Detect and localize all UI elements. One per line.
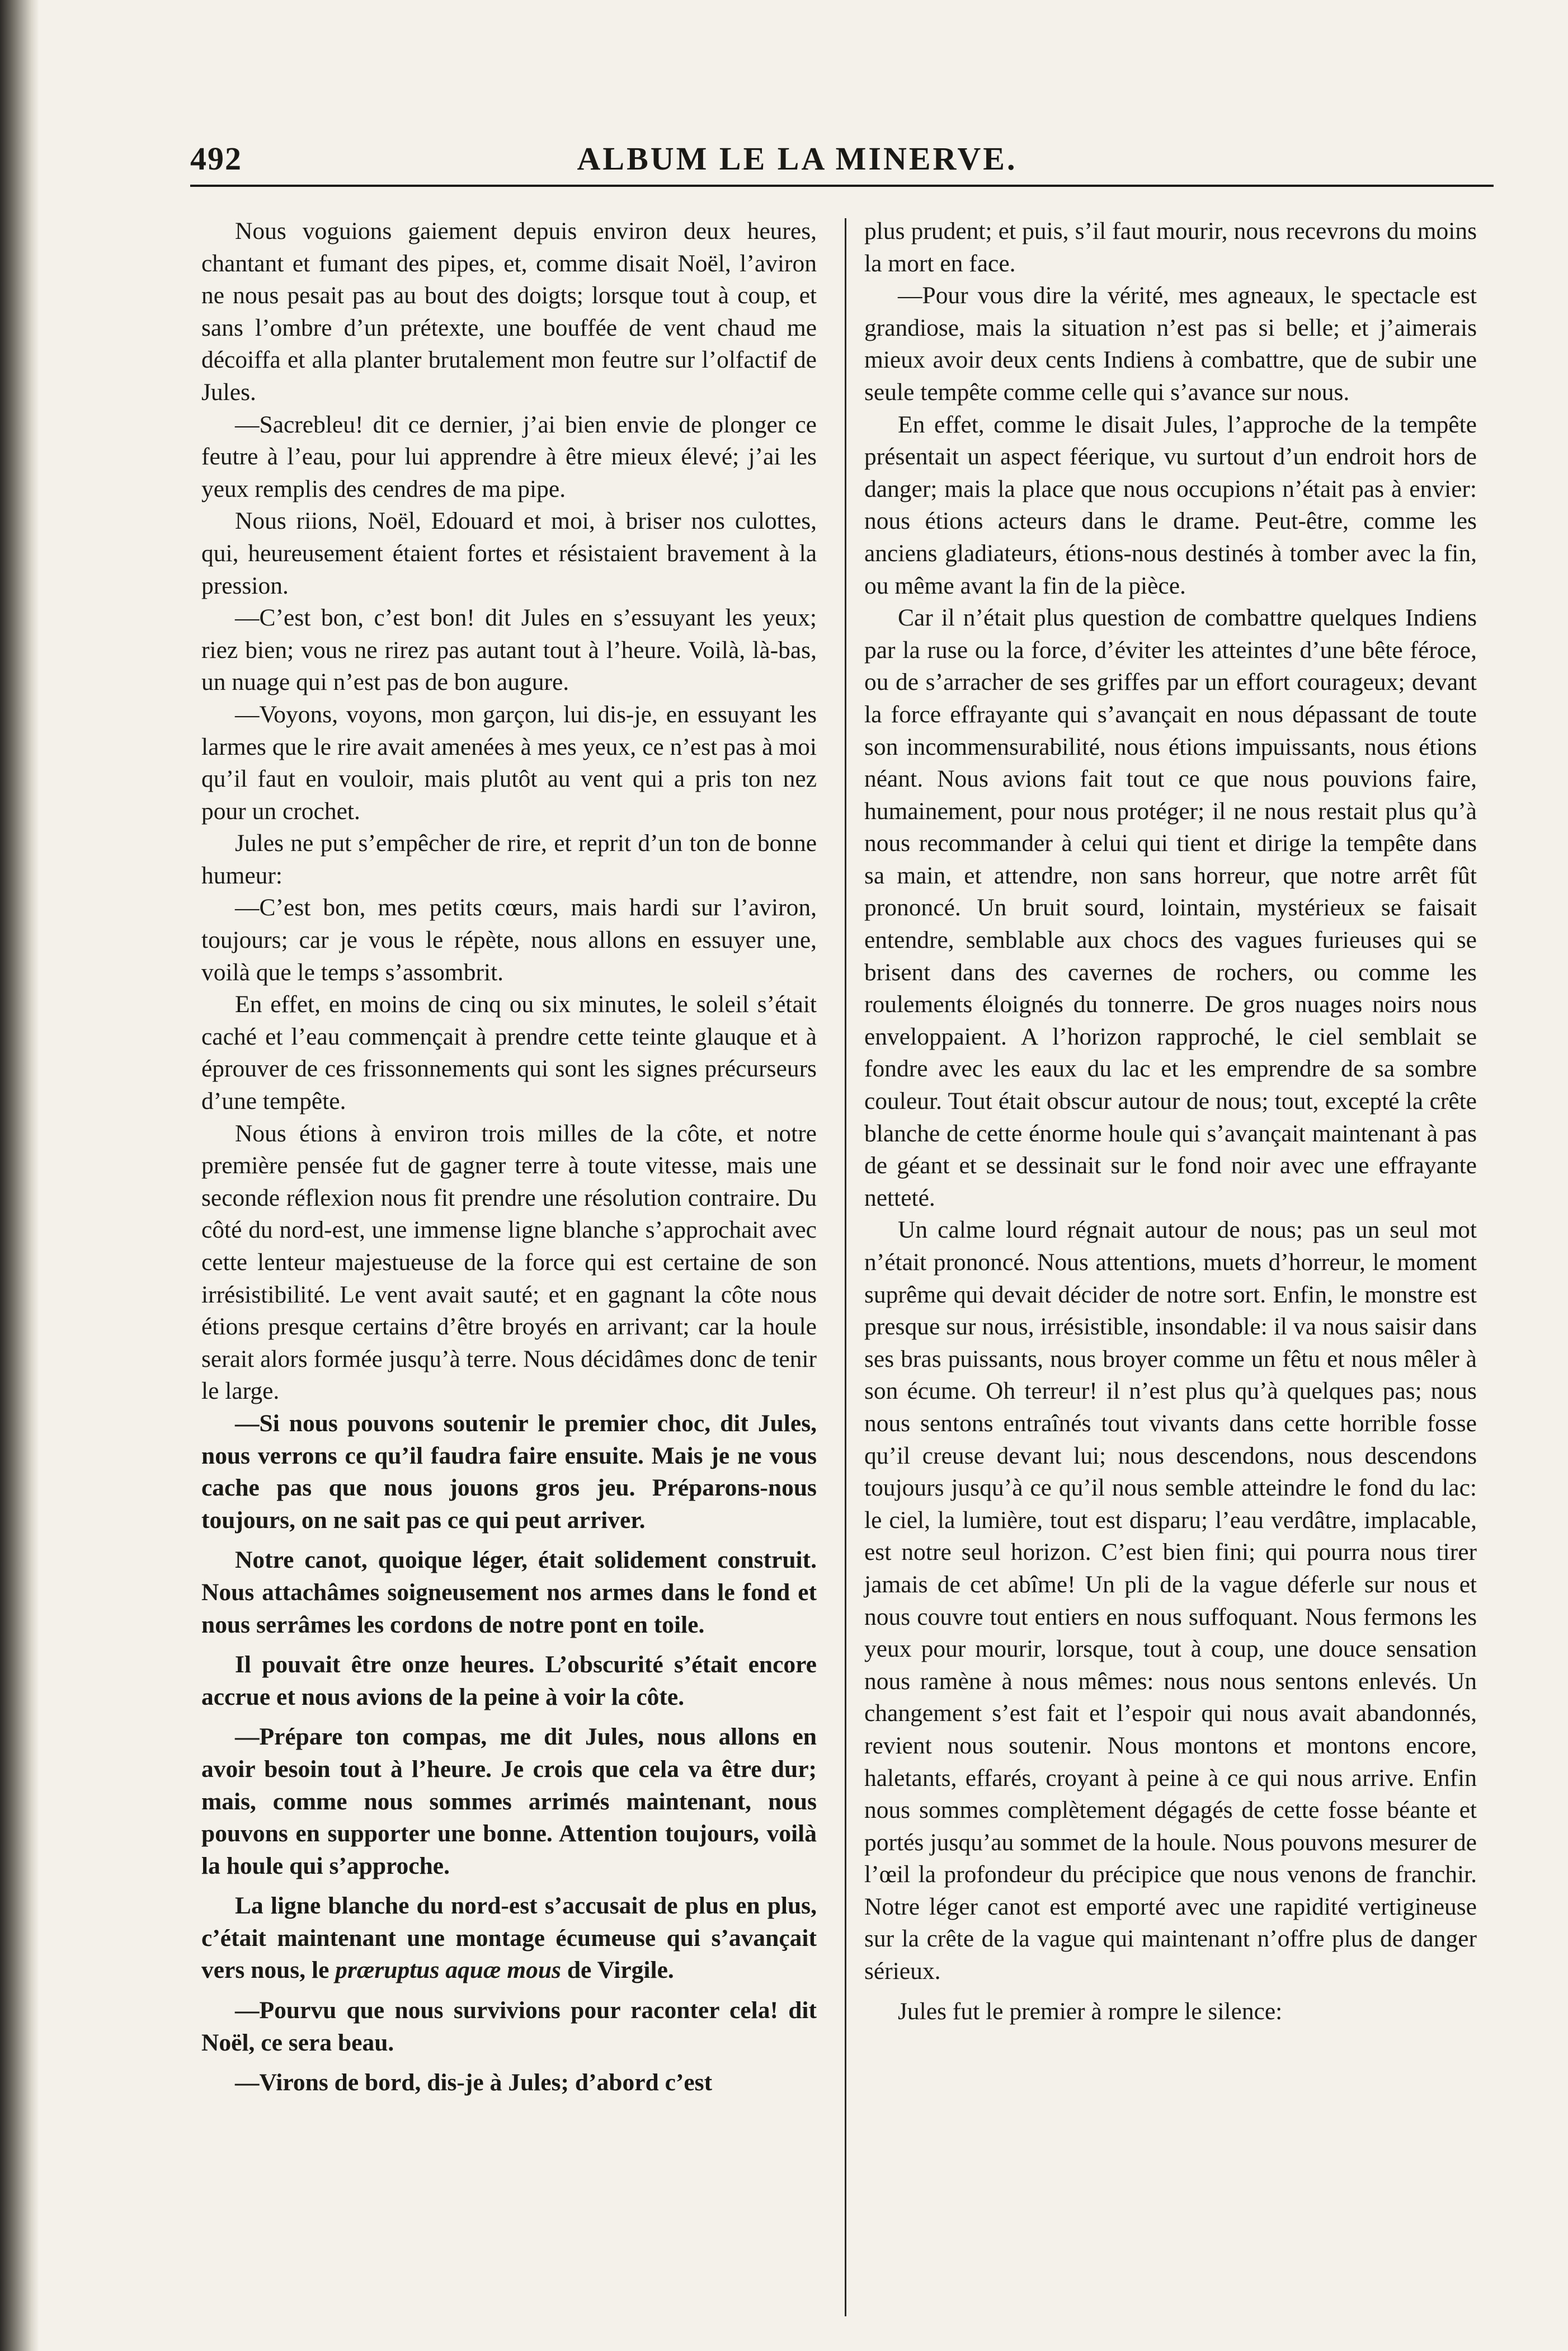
paragraph: Un calme lourd régnait autour de nous; pas un seul mot n’était prononcé. Nous attentions, muets d’horreur, le moment suprême qui devait décider de notre sort. Enfin, le monstre est presque sur nous, irrésistible, insondable: il va nous saisir dans ses bras puissants, nous broyer comme un fêtu et nous mêler à son écume. Oh terreur! il n’est plus qu’à quelques pas; nous nous sentons entraînés tout vivants dans cette horrible fosse qu’il creuse devant lui; nous descendons, nous descendons toujours jusqu’à ce qu’il nous semble atteindre le fond du lac: le ciel, la lumière, tout est disparu; l’eau verdâtre, implacable, est notre seul horizon. C’est bien fini; qui pourra nous tirer jamais de cet abîme! Un pli de la vague déferle sur nous et nous couvre tout entiers en nous suffoquant. Nous fermons les yeux pour mourir, lorsque, tout à coup, une douce sensation nous ramène à nous mêmes: nous nous sentons enlevés. Un changement s’est fait et l’espoir qui nous avait abandonnés, revient nous soutenir. Nous montons et montons encore, haletants, effarés, croyant à peine à ce qui nous arrive. Enfin nous sommes complètement dégagés de cette fosse béante et portés jusqu’au sommet de la houle. Nous pouvons mesurer de l’œil la profondeur du précipice que nous venons de franchir. Notre léger canot est emporté avec une rapidité vertigineuse sur la crête de la vague qui maintenant n’offre plus de danger sérieux.	[864, 1216, 1477, 1985]
running-title: ALBUM LE LA MINERVE.	[577, 140, 1018, 177]
paragraph: —Sacrebleu! dit ce dernier, j’ai bien envie de plonger ce feutre à l’eau, pour lui apprendre à être mieux élevé; j’ai les yeux remplis des cendres de ma pipe.	[201, 411, 817, 502]
column-divider	[845, 218, 846, 2316]
latin-quotation: præruptus aquæ mous	[335, 1957, 561, 1984]
paragraph: —Si nous pouvons soutenir le premier choc, dit Jules, nous verrons ce qu’il faudra faire ensuite. Mais je ne vous cache pas que nous jouons gros jeu. Préparons-nous toujours, on ne sait pas ce qui peut arriver.	[201, 1409, 817, 1534]
right-column	[864, 215, 1477, 2028]
paragraph: —Pourvu que nous survivions pour raconter cela! dit Noël, ce sera beau.	[201, 1997, 817, 2056]
paragraph: Jules fut le premier à rompre le silence:	[898, 1997, 1283, 2025]
page-header	[190, 140, 1494, 179]
paragraph: Il pouvait être onze heures. L’obscurité s’était encore accrue et nous avions de la peine à voir la côte.	[201, 1651, 817, 1710]
paragraph-text: La ligne blanche du nord-est s’accusait de plus en plus, c’était maintenant une montage écumeuse qui s’avançait vers nous, le	[201, 1892, 817, 1984]
paragraph	[201, 1890, 817, 1987]
paragraph: Nous voguions gaiement depuis environ deux heures, chantant et fumant des pipes, et, comme disait Noël, l’aviron ne nous pesait pas au bout des doigts; lorsque tout à coup, et sans l’ombre d’un prétexte, une bouffée de vent chaud me décoiffa et alla planter brutalement mon feutre sur l’olfactif de Jules.	[201, 218, 817, 406]
paragraph: plus prudent; et puis, s’il faut mourir, nous recevrons du moins la mort en face.	[864, 218, 1477, 277]
header-rule	[190, 185, 1494, 187]
paragraph: En effet, comme le disait Jules, l’approche de la tempête présentait un aspect féerique, vu surtout d’un endroit hors de danger; mais la place que nous occupions n’était pas à envier: nous étions acteurs dans le drame. Peut-être, comme les anciens gladiateurs, étions-nous destinés à tomber avec la fin, ou même avant la fin de la pièce.	[864, 411, 1477, 599]
page-number: 492	[190, 140, 242, 177]
paragraph: —Virons de bord, dis-je à Jules; d’abord c’est	[235, 2069, 713, 2096]
paragraph: Jules ne put s’empêcher de rire, et reprit d’un ton de bonne humeur:	[201, 830, 817, 889]
paragraph: —Prépare ton compas, me dit Jules, nous allons en avoir besoin tout à l’heure. Je crois que cela va être dur; mais, comme nous sommes arrimés maintenant, nous pouvons en supporter une bonne. Attention toujours, voilà la houle qui s’approche.	[201, 1723, 817, 1879]
paragraph: Nous étions à environ trois milles de la côte, et notre première pensée fut de gagner terre à toute vitesse, mais une seconde réflexion nous fit prendre une résolution contraire. Du côté du nord-est, une immense ligne blanche s’approchait avec cette lenteur majestueuse de la force qui est certaine de son irrésistibilité. Le vent avait sauté; et en gagnant la côte nous étions presque certains d’être broyés en arrivant; car la houle serait alors formée jusqu’à terre. Nous décidâmes donc de tenir le large.	[201, 1120, 817, 1405]
paragraph: Car il n’était plus question de combattre quelques Indiens par la ruse ou la force, d’éviter les atteintes d’une bête féroce, ou de s’arracher de ses griffes par un effort courageux; devant la force effrayante qui s’avançait en nous dépassant de toute son incommensurabilité, nous étions impuissants, nous étions néant. Nous avions fait tout ce que nous pouvions faire, humainement, pour nous protéger; il ne nous restait plus qu’à nous recommander à celui qui tient et dirige la tempête dans sa main, et attendre, non sans horreur, que notre arrêt fût prononcé. Un bruit sourd, lointain, mystérieux se faisait entendre, semblable aux chocs des vagues furieuses qui se brisent dans des cavernes de rochers, ou comme les roulements éloignés du tonnerre. De gros nuages noirs nous enveloppaient. A l’horizon rapproché, le ciel semblait se fondre avec les eaux du lac et les emprendre de sa sombre couleur. Tout était obscur autour de nous; tout, excepté la crête blanche de cette énorme houle qui s’avançait maintenant à pas de géant et se dessinait sur le fond noir avec une effrayante netteté.	[864, 604, 1477, 1211]
paragraph: —Pour vous dire la vérité, mes agneaux, le spectacle est grandiose, mais la situation n’est pas si belle; et j’aimerais mieux avoir deux cents Indiens à combattre, que de subir une seule tempête comme celle qui s’avance sur nous.	[864, 282, 1477, 406]
paragraph: En effet, en moins de cinq ou six minutes, le soleil s’était caché et l’eau commençait à prendre cette teinte glauque et à éprouver de ces frissonnements qui sont les signes précurseurs d’une tempête.	[201, 991, 817, 1115]
paragraph: —C’est bon, c’est bon! dit Jules en s’essuyant les yeux; riez bien; vous ne rirez pas autant tout à l’heure. Voilà, là-bas, un nuage qui n’est pas de bon augure.	[201, 604, 817, 696]
paragraph: Notre canot, quoique léger, était solidement construit. Nous attachâmes soigneusement nos armes dans le fond et nous serrâmes les cordons de notre pont en toile.	[201, 1546, 817, 1638]
paragraph-text: de Virgile.	[567, 1957, 674, 1984]
paragraph: —C’est bon, mes petits cœurs, mais hardi sur l’aviron, toujours; car je vous le répète, nous allons en essuyer une, voilà que le temps s’assombrit.	[201, 894, 817, 986]
paragraph: Nous riions, Noël, Edouard et moi, à briser nos culottes, qui, heureusement étaient fortes et résistaient bravement à la pression.	[201, 507, 817, 599]
left-column	[201, 215, 817, 2099]
page-binding-edge	[0, 0, 39, 2351]
journal-page	[190, 140, 1494, 2322]
paragraph: —Voyons, voyons, mon garçon, lui dis-je, en essuyant les larmes que le rire avait amenées à mes yeux, ce n’est pas à moi qu’il faut en vouloir, mais plutôt au vent qui a pris ton nez pour un crochet.	[201, 700, 817, 825]
